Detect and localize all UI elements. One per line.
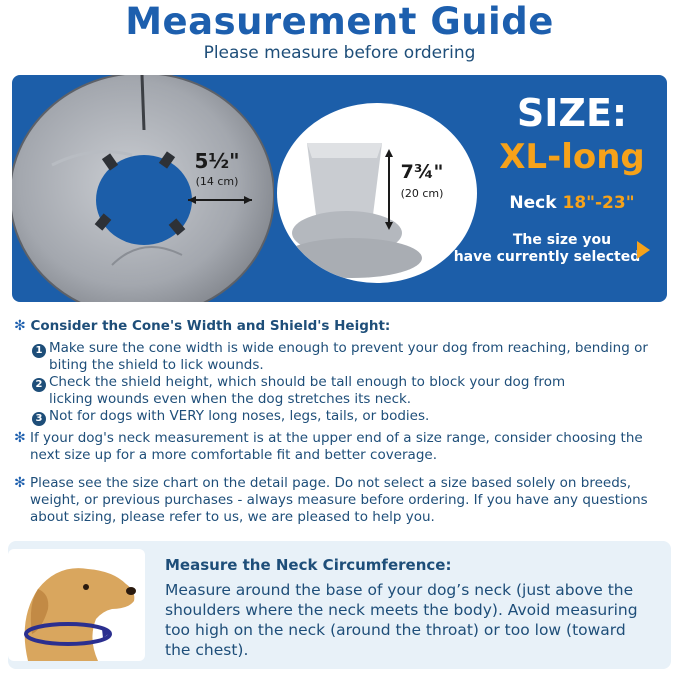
tip-size-chart-cont2: about sizing, please refer to us, we are pleased to help you. <box>30 509 435 525</box>
tip-upper-range <box>14 430 643 447</box>
neck-section-title: Measure the Neck Circumference: <box>165 556 452 574</box>
neck-instruction-line1: Measure around the base of your dog’s neck (just above the <box>165 581 634 599</box>
note-item-2 <box>32 374 565 392</box>
cone-width-cm: (14 cm) <box>195 175 239 188</box>
tip-text: Please see the size chart on the detail page. Do not select a size based solely on breeds, <box>30 475 632 491</box>
number-badge-icon: 1 <box>32 344 46 358</box>
note-item-1-cont: biting the shield to lick wounds. <box>49 357 264 373</box>
shield-height-cm: (20 cm) <box>400 187 444 200</box>
tip-upper-range-cont: next size up for a more comfortable fit and better coverage. <box>30 447 437 463</box>
neck-instruction-line2: shoulders where the neck meets the body). Avoid measuring <box>165 601 638 619</box>
note-item-3 <box>32 408 429 426</box>
shield-height-illustration <box>277 103 477 283</box>
selected-size-note-line2: have currently selected <box>453 249 641 265</box>
asterisk-icon: ✻ <box>14 475 26 491</box>
neck-label: Neck <box>509 193 557 213</box>
neck-measure-section <box>8 541 671 669</box>
shield-height-value: 7¾" <box>400 161 444 183</box>
page-title: Measurement Guide <box>125 0 554 43</box>
dog-head-image <box>8 549 145 661</box>
arrow-right-icon <box>637 241 650 259</box>
page-subtitle: Please measure before ordering <box>203 43 476 63</box>
neck-instruction-line3: too high on the neck (around the throat) or too low (toward <box>165 621 626 639</box>
selected-size-note-line1: The size you <box>512 232 612 248</box>
number-badge-icon: 2 <box>32 378 46 392</box>
asterisk-icon: ✻ <box>14 430 26 446</box>
tip-size-chart-cont1: weight, or previous purchases - always measure before ordering. If you have any questions <box>30 492 648 508</box>
tip-text: If your dog's neck measurement is at the upper end of a size range, consider choosing the <box>30 430 643 446</box>
note-item-text: Make sure the cone width is wide enough to prevent your dog from reaching, bending or <box>49 340 648 356</box>
number-badge-icon: 3 <box>32 412 46 426</box>
size-value: XL-long <box>499 137 645 177</box>
notes-heading: Consider the Cone's Width and Shield's Height: <box>30 318 391 334</box>
note-item-2-cont: licking wounds even when the dog stretches its neck. <box>49 391 412 407</box>
neck-range <box>482 193 662 213</box>
size-label: SIZE: <box>516 91 628 135</box>
dog-photo <box>8 549 145 661</box>
cone-width-illustration <box>12 75 274 302</box>
cone-width-value: 5½" <box>194 149 240 173</box>
neck-range-value: 18"-23" <box>562 193 635 213</box>
note-item-text: Check the shield height, which should be tall enough to block your dog from <box>49 374 566 390</box>
size-hero-banner <box>12 75 667 302</box>
notes-heading-row <box>14 318 390 335</box>
neck-instruction-line4: the chest). <box>165 641 249 659</box>
asterisk-icon: ✻ <box>14 318 26 334</box>
note-item-text: Not for dogs with VERY long noses, legs, tails, or bodies. <box>49 408 430 424</box>
tip-size-chart <box>14 475 631 492</box>
note-item-1 <box>32 340 648 358</box>
cone-collar-image <box>12 75 274 302</box>
